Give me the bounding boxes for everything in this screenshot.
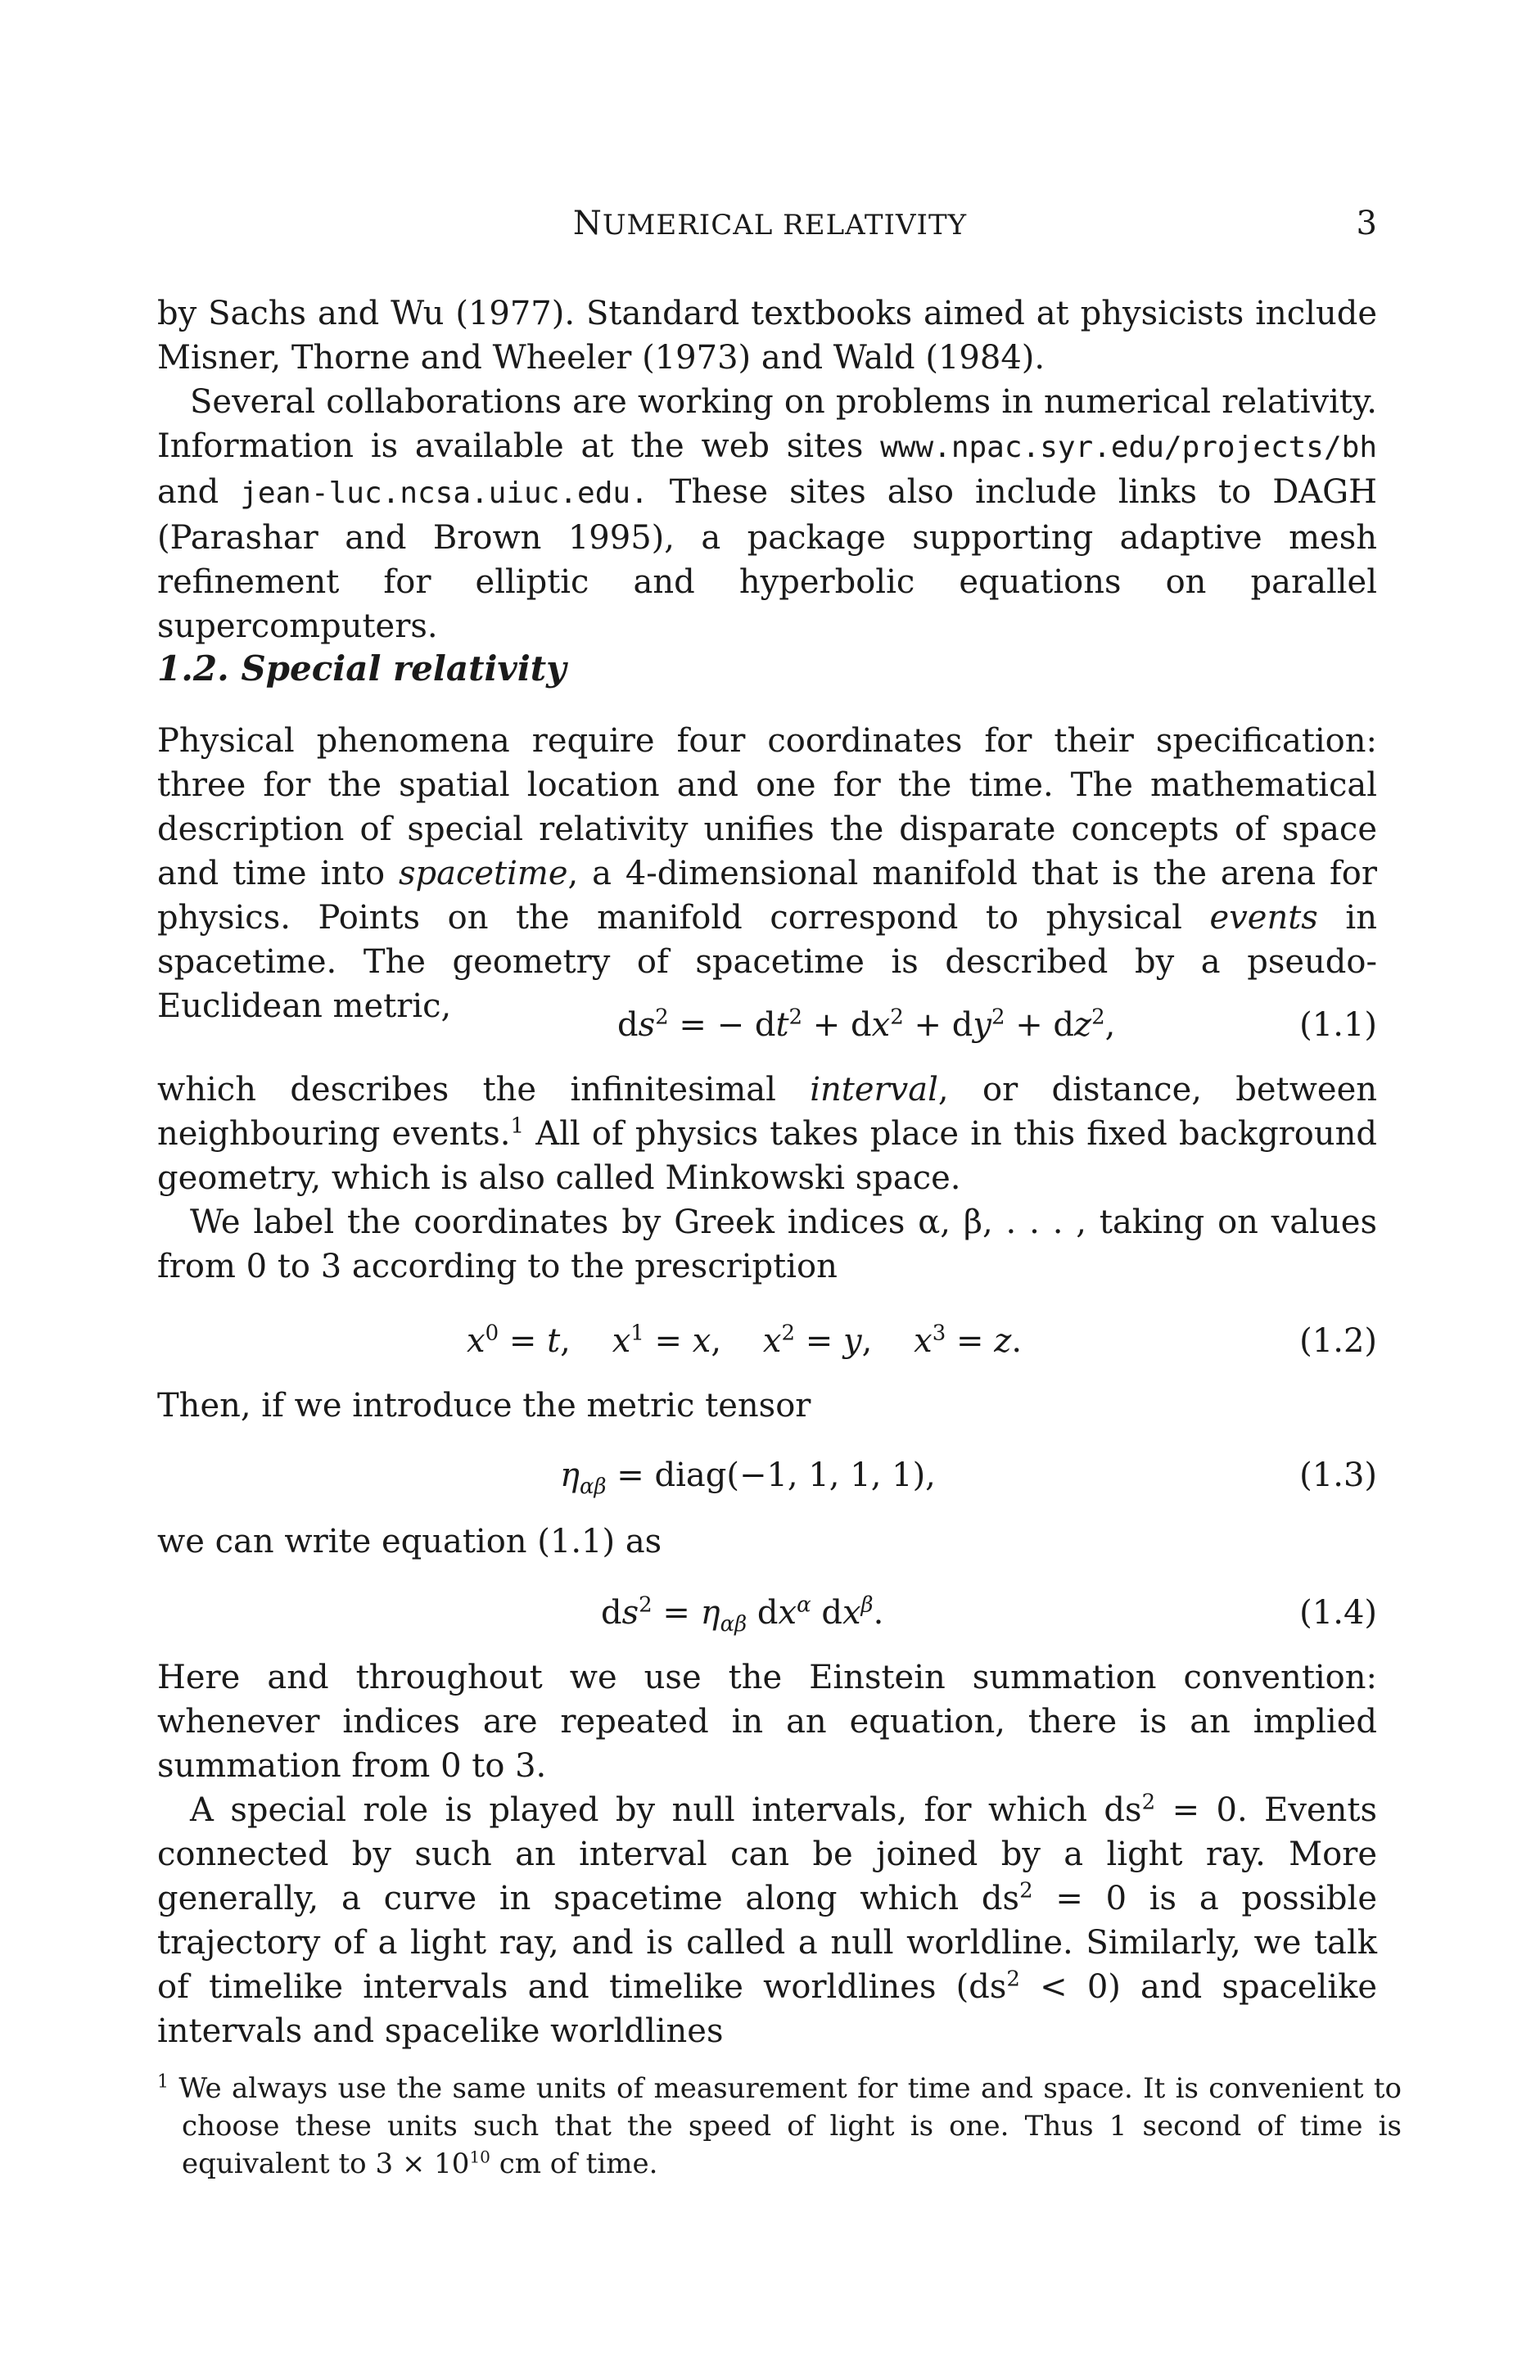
paragraph-special-relativity: Physical phenomena require four coordinates for their specification: three for the spatial location and one for the time. The mathematical description of special relativity unifies the disparate concepts of space and time into spacetime, a 4-dimensional manifold that is the arena for physics. Points on the manifold correspond to physical events in spacetime. The geometry of spacetime is described by a pseudo-Euclidean metric,: [157, 722, 1377, 1025]
equation-number: (1.4): [1299, 1594, 1377, 1632]
equation-1-1-body: $ds^2$ = − $dt^2 + dx^2 + dy^2 + dz^2$,: [617, 1005, 1116, 1044]
paragraph-summation-convention: Here and throughout we use the Einstein summation convention: whenever indices are repeated in an equation, there is an implied summation from 0 to 3.: [157, 1659, 1377, 1785]
section-heading: 1.2. Special relativity: [157, 648, 567, 689]
equation-number: (1.2): [1299, 1322, 1377, 1360]
paragraph-interval: which describes the infinitesimal interval, or distance, between neighbouring events.$^1$ All of physics takes place in this fixed background geometry, which is also called Minkowski space.: [157, 1071, 1378, 1197]
paragraph-indices: We label the coordinates by Greek indices α, β, . . . , taking on values from 0 to 3 according to the prescription: [157, 1204, 1377, 1285]
equation-1-3: [157, 1451, 1377, 1500]
paragraph-null-intervals: A special role is played by null intervals, for which $ds^2 = 0$. Events connected by such an interval can be joined by a light ray. More generally, a curve in spacetime along which $ds^2 = 0$ is a possible trajectory of a light ray, and is called a null worldline. Similarly, we talk of timelike intervals and timelike worldlines $(ds^2 < 0)$ and spacelike intervals and spacelike worldlines: [157, 1790, 1378, 2050]
equation-1-4-body: $ds^2 = \eta_{\alpha\beta}$ $dx^\alpha$ $dx^\beta$.: [601, 1592, 884, 1637]
link-ncsa-url[interactable]: jean-luc.ncsa.uiuc.edu.: [240, 476, 648, 510]
paragraph-collaborations: Several collaborations are working on problems in numerical relativity. Information is available at the web sites www.npac.syr.edu/projects/bh and jean-luc.ncsa.uiuc.edu. These sites also include links to DAGH (Parashar and Brown 1995), a package supporting adaptive mesh refinement for elliptic and hyperbolic equations on parallel supercomputers.: [157, 383, 1377, 645]
running-head: NUMERICAL RELATIVITY: [572, 205, 968, 242]
paragraph-write-equation: we can write equation (1.1) as: [157, 1523, 662, 1560]
equation-1-1: [157, 1000, 1377, 1050]
equation-number: (1.3): [1299, 1456, 1377, 1494]
equation-1-4: [157, 1588, 1377, 1637]
paragraph-references: by Sachs and Wu (1977). Standard textbooks aimed at physicists include Misner, Thorne and Wheeler (1973) and Wald (1984).: [157, 295, 1377, 377]
equation-number: (1.1): [1299, 1006, 1377, 1044]
equation-1-2: [157, 1316, 1377, 1366]
equation-1-2-body: $x^0 = t$, $x^1 = x$, $x^2 = y$, $x^3 = z$.: [467, 1321, 1023, 1360]
footnote-reference[interactable]: 1: [510, 1113, 525, 1139]
footnote: $^1$ We always use the same units of measurement for time and space. It is convenient to choose these units such that the speed of light is one. Thus 1 second of time is equivalent to $3 \times 10^{10}$ cm of time.: [157, 2071, 1402, 2180]
link-npac-url[interactable]: www.npac.syr.edu/projects/bh: [880, 431, 1377, 464]
paragraph-metric-tensor: Then, if we introduce the metric tensor: [157, 1387, 811, 1425]
equation-1-3-body: $\eta_{\alpha\beta}$ = diag(−1, 1, 1, 1),: [560, 1456, 936, 1499]
page-number: 3: [1356, 205, 1377, 242]
